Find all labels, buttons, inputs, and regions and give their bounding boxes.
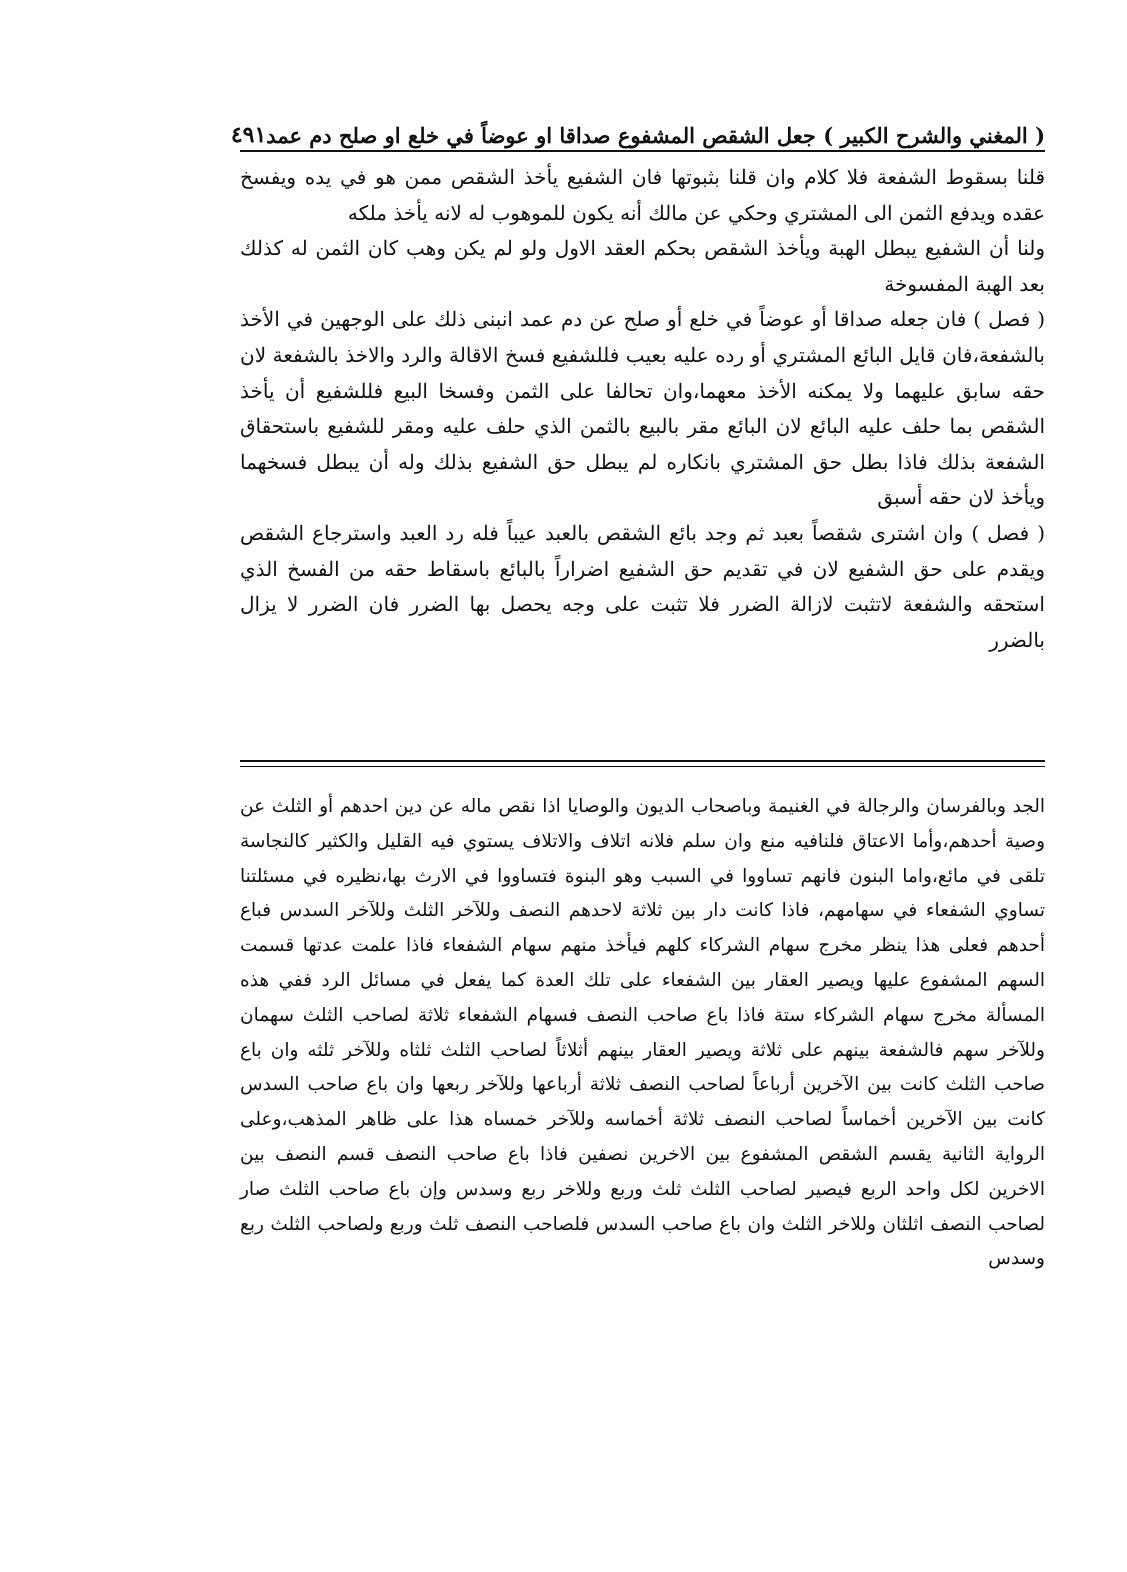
main-paragraph: ( فصل ) فان جعله صداقا أو عوضاً في خلع أو صلح عن دم عمد انبنى ذلك على الوجهين في الأخذ بالشفعة،فان قايل البائع المشتري أو رده عليه بعيب فللشفيع فسخ الاقالة والرد والاخذ بالشفعة لان حقه سابق عليهما ولا يمكنه الأخذ معهما،وان تحالفا على الثمن وفسخا البيع فللشفيع أن يأخذ الشقص بما حلف عليه البائع لان البائع مقر بالبيع بالثمن الذي حلف عليه ومقر للشفيع باستحقاق الشفعة بذلك فاذا بطل حق المشتري بانكاره لم يبطل حق الشفيع بذلك وله أن يبطل فسخهما ويأخذ لان حقه أسبق (240, 307, 1045, 510)
page-header (230, 108, 1045, 148)
commentary-paragraph: الجد وبالفرسان والرجالة في الغنيمة وباصحاب الديون والوصايا اذا نقص ماله عن دين احدهم أو الثلث عن وصية أحدهم،وأما الاعتاق فلنافيه منع وان سلم فلانه اتلاف والاتلاف يستوي فيه القليل والكثير كالنجاسة تلقى في مائع،واما البنون فانهم تساووا في السبب وهو البنوة فتساووا في الارث بها،نظيره في مسئلتنا تساوي الشفعاء في سهامهم، فاذا كانت دار بين ثلاثة لاحدهم النصف وللآخر الثلث وللآخر السدس فباع أحدهم فعلى هذا ينظر مخرج سهام الشركاء كلهم فيأخذ منهم سهام الشفعاء فاذا علمت عدتها قسمت السهم المشفوع عليها ويصير العقار بين الشفعاء على تلك العدة كما يفعل في مسائل الرد ففي هذه المسألة مخرج سهام الشركاء ستة فاذا باع صاحب النصف فسهام الشفعاء ثلاثة لصاحب الثلث سهمان وللآخر سهم فالشفعة بينهم على ثلاثة ويصير العقار بينهم أثلاثاً لصاحب الثلث ثلثاه وللآخر ثلثه وان باع صاحب الثلث كانت بين الآخرين أرباعاً لصاحب النصف ثلاثة أرباعها وللآخر ربعها وان باع صاحب السدس كانت بين الآخرين أخماساً لصاحب النصف ثلاثة أخماسه وللآخر خمساه هذا على ظاهر المذهب،وعلى الرواية الثانية يقسم الشقص المشفوع بين الاخرين نصفين فاذا باع صاحب النصف قسم النصف بين الاخرين لكل واحد الربع فيصير لصاحب الثلث ثلث وربع وللاخر ربع وسدس وإن باع صاحب الثلث صار لصاحب النصف اثلثان وللاخر الثلث وان باع صاحب السدس فلصاحب النصف ثلث وربع ولصاحب الثلث ربع وسدس (240, 796, 1045, 1270)
main-text (240, 160, 1045, 658)
main-paragraph: ولنا أن الشفيع يبطل الهبة ويأخذ الشقص بحكم العقد الاول ولو لم يكن وهب كان الثمن له كذلك بعد الهبة المفسوخة (240, 236, 1045, 296)
commentary-text (240, 790, 1045, 1277)
section-divider (240, 760, 1045, 767)
header-rule (240, 150, 1045, 152)
main-paragraph: ( فصل ) وان اشترى شقصاً بعبد ثم وجد بائع الشقص بالعبد عيباً فله رد العبد واسترجاع الشقص ويقدم على حق الشفيع لان في تقديم حق الشفيع اضراراً بالبائع باسقاط حقه من الفسخ الذي استحقه والشفعة لاتثبت لازالة الضرر فلا تثبت على وجه يحصل بها الضرر فان الضرر لا يزال بالضرر (240, 520, 1045, 652)
running-title: ( المغني والشرح الكبير ) جعل الشقص المشفوع صداقا او عوضاً في خلع او صلح دم عمد (266, 123, 1045, 148)
page-number: ٤٩١ (230, 122, 267, 148)
main-paragraph: قلنا بسقوط الشفعة فلا كلام وان قلنا بثبوتها فان الشفيع يأخذ الشقص ممن هو في يده ويفسخ عقده ويدفع الثمن الى المشتري وحكي عن مالك أنه يكون للموهوب له لانه يأخذ ملكه (240, 165, 1045, 225)
